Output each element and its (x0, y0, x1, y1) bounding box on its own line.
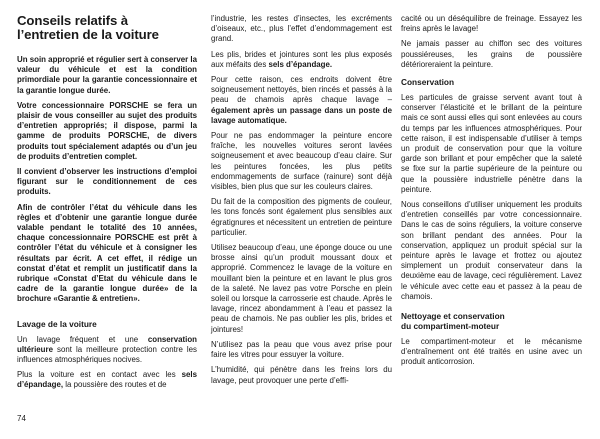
column-left (17, 14, 197, 396)
body-paragraph: l’industrie, les restes d’insectes, les excréments d’oiseaux, etc., plus l’effet d’endommagement est grand. (211, 14, 392, 44)
intro-paragraph: Un soin approprié et régulier sert à conserver la valeur du véhicule et est la condition primordiale pour la garantie concessionnaire et la garantie longue durée. (17, 55, 197, 95)
body-paragraph: L’humidité, qui pénètre dans les freins lors du lavage, peut provoquer une perte d’effi- (211, 365, 392, 385)
body-paragraph: Plus la voiture est en contact avec les sels d’épandage, la poussière des routes et de (17, 370, 197, 390)
intro-paragraph: Votre concessionnaire PORSCHE se fera un plaisir de vous conseiller au sujet des produits d’entretien appropriés; il dispose, parmi la gamme de produits PORSCHE, de divers produits tout spécialement adaptés ou d’un jeu de produits d’entretien complet. (17, 100, 197, 161)
page-title (17, 14, 197, 42)
body-paragraph: N’utilisez pas la peau que vous avez prise pour faire les vitres pour essuyer la voiture. (211, 339, 392, 360)
section-heading-lavage: Lavage de la voiture (17, 318, 97, 329)
section-heading-nettoyage: Nettoyage et conservation du compartiment-moteur (401, 311, 505, 332)
title-line-2: l’entretien de la voiture (17, 27, 159, 42)
intro-paragraph: Il convient d’observer les instructions d’emploi figurant sur le conditionnement de ces produits. (17, 167, 197, 197)
body-paragraph: Du fait de la composition des pigments de couleur, les tons foncés sont également plus sensibles aux égratignures et nécessitent un entretien de peinture particulier. (211, 197, 392, 237)
title-line-1: Conseils relatifs à (17, 13, 128, 28)
intro-paragraph: Afin de contrôler l’état du véhicule dans les règles et d’obtenir une garantie longue durée valable pendant le totalité des 10 années, chaque concessionnaire PORSCHE est prêt à contrôler l’état du véhicule et à consigner les résultats par écrit. A cet effet, il rédige un constat d’état et remplit un justificatif dans la rubrique «Constat d’Etat du véhicule dans le cadre de la garantie longue durée» de la brochure «Garantie & entretien». (17, 202, 197, 304)
body-paragraph: cacité ou un déséquilibre de freinage. Essayez les freins après le lavage! (401, 14, 582, 34)
body-paragraph: Le compartiment-moteur et le mécanisme d’entraînement ont été traités en usine avec un produit anticorrosion. (401, 337, 582, 367)
body-paragraph: Les plis, brides et jointures sont les plus exposés aux méfaits des sels d’épandage. (211, 49, 392, 69)
body-paragraph: Ne jamais passer au chiffon sec des voitures poussiéreuses, les grains de poussière détérioreraient la peinture. (401, 39, 582, 69)
column-middle (211, 14, 392, 391)
body-paragraph: Utilisez beaucoup d’eau, une éponge douce ou une brosse ainsi qu’un produit moussant doux et approprié. Commencez le lavage de la voiture en mouillant bien la peinture et en lavant le plus gros de la saleté. Ne lavez pas votre Porsche en plein soleil ou lorsque la carrosserie est chaude. Après le lavage, rincez abondamment à l’eau et passez la peau de chamois. Ne pas oublier les plis, brides et jointures! (211, 243, 392, 334)
body-paragraph: Les particules de graisse servent avant tout à conserver l’élasticité et le brillant de la peinture mais ce sont aussi elles qui sont enlevées au cours du temps par les influences atmosphériques. Pour cette raison, il est indispensable d’utiliser à temps un produit de conservation pour que la voiture garde son brillant et pour empêcher que la saleté se fixe sur la partie supérieure de la peinture ou que la poussière industrielle pénètre dans la peinture. (401, 93, 582, 194)
page-number: 74 (17, 414, 26, 423)
body-paragraph: Pour ne pas endommager la peinture encore fraîche, les nouvelles voitures seront lavées soigneusement et avec beaucoup d’eau claire. Sur les peintures foncées, les plus petits endommagements de surface (rainure) sont déjà visibles, bien plus que sur les couleurs claires. (211, 131, 392, 192)
body-paragraph: Pour cette raison, ces endroits doivent être soigneusement nettoyés, bien rincés et passés à la peau de chamois après chaque lavage – également après un passage dans un poste de lavage automatique. (211, 75, 392, 125)
column-right (401, 14, 582, 373)
body-paragraph: Nous conseillons d’utiliser uniquement les produits d’entretien conseillés par votre concessionnaire. Dans le cas de soins réguliers, la voiture conserve son brillant pendant des années. Pour la conservation, appliquez un produit spécial sur la peinture après le lavage et frottez ou ajoutez simplement un produit conservateur dans la deuxième eau de lavage, ceci régulièrement. Lavez le véhicule avec cette eau et passez à la peau de chamois. (401, 200, 582, 301)
section-heading-conservation: Conservation (401, 77, 455, 88)
body-paragraph: Un lavage fréquent et une conservation ultérieure sont la meilleure protection contre les influences atmosphériques nocives. (17, 334, 197, 365)
